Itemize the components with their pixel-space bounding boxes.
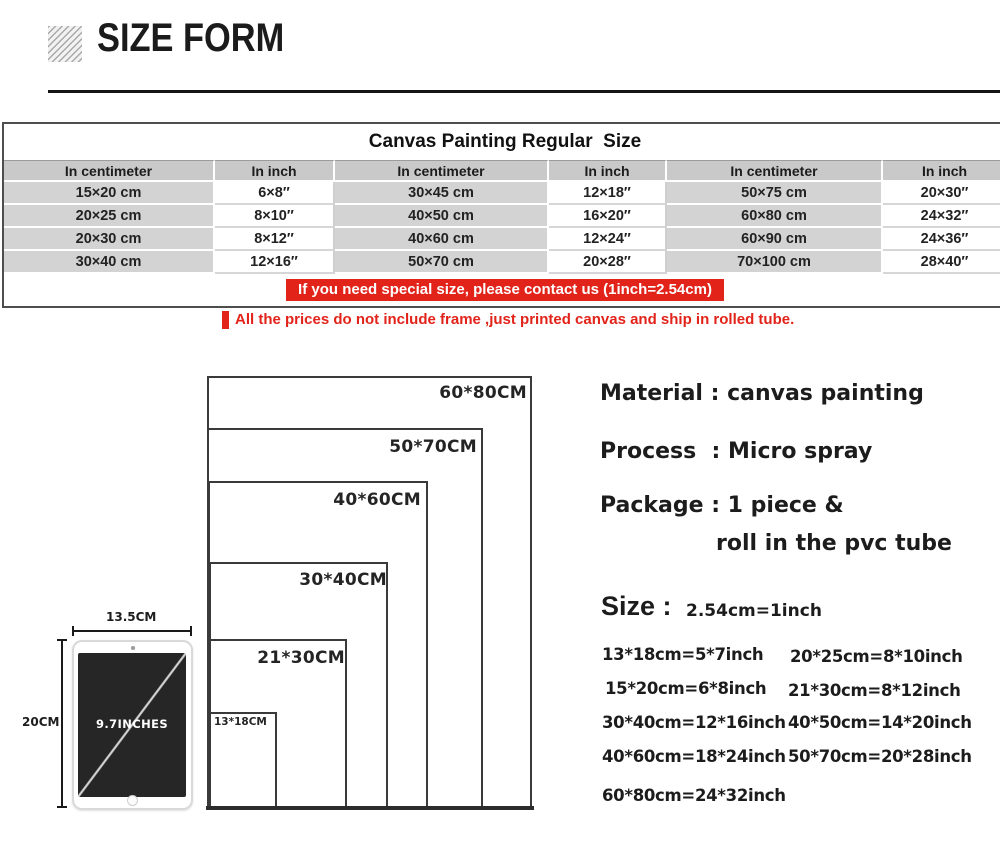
conversion-item: 13*18cm=5*7inch — [602, 645, 764, 664]
cell-cm: 30×40 cm — [4, 251, 215, 274]
size-rect-label: 21*30CM — [257, 648, 345, 668]
conversion-item: 30*40cm=12*16inch — [602, 713, 786, 732]
rects-baseline — [206, 806, 534, 810]
size-row — [4, 251, 1000, 274]
cell-cm: 60×80 cm — [667, 205, 883, 228]
note-marker — [222, 311, 229, 329]
special-size-banner: If you need special size, please contact us (1inch=2.54cm) — [286, 279, 724, 301]
size-equivalence: 2.54cm=1inch — [686, 601, 822, 621]
header-divider — [48, 90, 1000, 93]
height-dimension-line — [61, 640, 63, 808]
column-header: In inch — [215, 160, 335, 182]
table-title: Canvas Painting Regular Size — [368, 131, 642, 152]
width-dimension-cap — [72, 626, 74, 636]
conversion-item: 40*60cm=18*24inch — [602, 747, 786, 766]
tablet-camera-dot — [131, 646, 135, 650]
size-table — [2, 122, 1000, 308]
cell-inch: 16×20″ — [549, 205, 667, 228]
tablet-illustration — [72, 640, 193, 810]
cell-cm: 50×75 cm — [667, 182, 883, 205]
package-line-2: roll in the pvc tube — [716, 531, 952, 556]
cell-inch: 8×12″ — [215, 228, 335, 251]
cell-cm: 20×25 cm — [4, 205, 215, 228]
tablet-home-button — [127, 795, 138, 806]
cell-inch: 20×28″ — [549, 251, 667, 274]
conversion-item: 15*20cm=6*8inch — [605, 679, 767, 698]
cell-cm: 30×45 cm — [335, 182, 549, 205]
cell-inch: 20×30″ — [883, 182, 1000, 205]
tablet-screen — [78, 653, 186, 797]
material-line: Material : canvas painting — [600, 381, 924, 406]
size-row — [4, 228, 1000, 251]
column-header: In centimeter — [4, 160, 215, 182]
conversion-item: 60*80cm=24*32inch — [602, 786, 786, 805]
height-dimension-cap — [57, 806, 67, 808]
size-rect-label: 40*60CM — [333, 490, 421, 510]
page-title: SIZE FORM — [97, 16, 285, 60]
cell-cm: 40×60 cm — [335, 228, 549, 251]
height-dimension-cap — [57, 639, 67, 641]
cell-inch: 24×32″ — [883, 205, 1000, 228]
cell-cm: 50×70 cm — [335, 251, 549, 274]
column-header: In inch — [883, 160, 1000, 182]
cell-inch: 24×36″ — [883, 228, 1000, 251]
cell-inch: 12×24″ — [549, 228, 667, 251]
cell-cm: 60×90 cm — [667, 228, 883, 251]
hatch-square-icon — [48, 26, 82, 62]
cell-inch: 8×10″ — [215, 205, 335, 228]
cell-cm: 70×100 cm — [667, 251, 883, 274]
column-header: In inch — [549, 160, 667, 182]
width-dimension-cap — [190, 626, 192, 636]
cell-inch: 28×40″ — [883, 251, 1000, 274]
conversion-item: 40*50cm=14*20inch — [788, 713, 972, 732]
tablet-width-label: 13.5CM — [106, 610, 157, 624]
column-header: In centimeter — [335, 160, 549, 182]
cell-cm: 15×20 cm — [4, 182, 215, 205]
cell-inch: 6×8″ — [215, 182, 335, 205]
conversion-item: 21*30cm=8*12inch — [788, 681, 961, 700]
package-line-1: Package : 1 piece & — [600, 493, 844, 518]
conversion-item: 20*25cm=8*10inch — [790, 647, 963, 666]
cell-inch: 12×16″ — [215, 251, 335, 274]
size-row — [4, 205, 1000, 228]
size-rect-label: 60*80CM — [439, 383, 527, 403]
size-rect-label: 50*70CM — [389, 437, 477, 457]
size-rect-label: 30*40CM — [299, 570, 387, 590]
cell-inch: 12×18″ — [549, 182, 667, 205]
cell-cm: 40×50 cm — [335, 205, 549, 228]
special-note-row — [4, 277, 1000, 306]
prices-note: All the prices do not include frame ,just printed canvas and ship in rolled tube. — [235, 311, 795, 328]
width-dimension-line — [73, 630, 192, 632]
tablet-screen-size-label: 9.7INCHES — [95, 717, 169, 731]
size-row — [4, 182, 1000, 205]
size-rect-label: 13*18CM — [214, 716, 267, 728]
column-header: In centimeter — [667, 160, 883, 182]
size-section-label: Size : — [601, 591, 672, 621]
process-line: Process : Micro spray — [600, 439, 873, 464]
tablet-height-label: 20CM — [22, 715, 60, 729]
size-table-grid — [4, 160, 1000, 306]
header-row — [4, 160, 1000, 182]
conversion-item: 50*70cm=20*28inch — [788, 747, 972, 766]
cell-cm: 20×30 cm — [4, 228, 215, 251]
